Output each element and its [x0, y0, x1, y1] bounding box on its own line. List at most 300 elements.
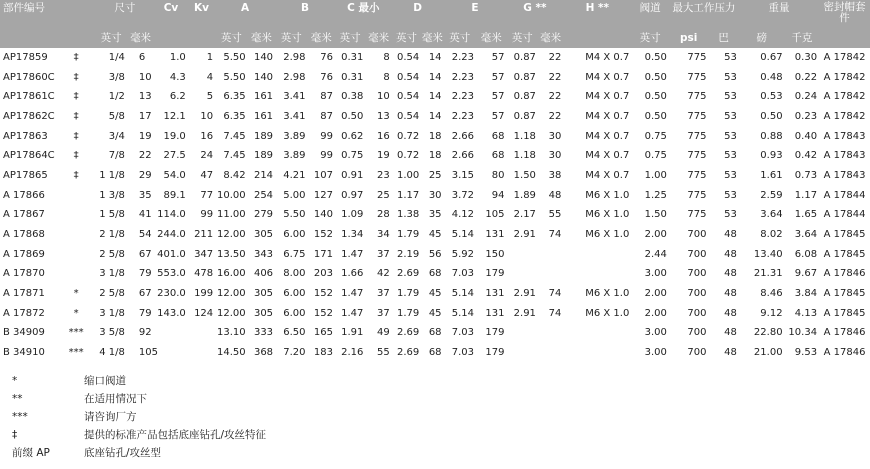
cell-b-in: 5.00	[283, 189, 306, 201]
footnote-text: 提供的标准产品包括底座钻孔/攻丝特征	[84, 429, 267, 441]
cell-cv: 143.0	[157, 307, 186, 319]
cell-in: 3/8	[108, 71, 125, 83]
cell-g-mm	[538, 265, 563, 285]
cell-e-mm: 57	[491, 51, 505, 63]
cell-kit: A 17844	[823, 189, 866, 201]
footnote-text: 底座钻孔/攻丝型	[84, 447, 162, 459]
cell-kit: A 17845	[823, 248, 866, 260]
cell-lb: 0.50	[760, 110, 783, 122]
cell-valve: 2.00	[644, 288, 667, 300]
cell-kg: 3.64	[794, 229, 818, 241]
cell-kit: A 17844	[823, 209, 866, 221]
cell-d-in: 0.72	[396, 130, 420, 142]
sub-size-inch: 英寸	[95, 28, 126, 48]
cell-lb: 0.93	[760, 150, 783, 162]
cell-c-in: 0.50	[341, 110, 364, 122]
cell-kg: 1.17	[794, 189, 818, 201]
cell-c-mm: 55	[377, 347, 390, 359]
cell-b-mm: 152	[313, 229, 333, 241]
cell-mark: ‡	[73, 91, 79, 103]
cell-g-mm: 74	[548, 288, 562, 300]
cell-kv: 24	[200, 150, 214, 162]
cell-d-mm: 68	[428, 347, 442, 359]
cell-kv: 1	[206, 51, 214, 63]
cell-psi: 775	[687, 110, 707, 122]
cell-b-mm: 152	[313, 307, 333, 319]
cell-d-in: 1.79	[396, 307, 420, 319]
cell-lb: 0.53	[760, 91, 783, 103]
cell-in: 1/2	[108, 91, 125, 103]
cell-part: AP17862C	[3, 110, 55, 122]
cell-g-mm: 22	[548, 110, 562, 122]
cell-part: A 17869	[3, 248, 45, 260]
cell-c-mm: 28	[377, 209, 390, 221]
cell-kit: A 17846	[823, 347, 866, 359]
cell-d-in: 0.54	[396, 110, 420, 122]
cell-a-in: 13.50	[216, 248, 246, 260]
cell-e-mm: 57	[491, 110, 505, 122]
cell-part: B 34909	[3, 327, 45, 339]
cell-g-in: 2.91	[513, 307, 536, 319]
cell-c-in: 0.62	[341, 130, 364, 142]
cell-cv: 1.0	[169, 51, 186, 63]
cell-h: M6 X 1.0	[585, 288, 630, 300]
cell-kg: 0.40	[794, 130, 818, 142]
cell-e-in: 4.12	[451, 209, 475, 221]
cell-in: 3/4	[108, 130, 125, 142]
cell-lb: 3.64	[760, 209, 783, 221]
cell-psi: 775	[687, 209, 707, 221]
cell-mark	[57, 206, 96, 226]
cell-c-mm: 25	[377, 189, 390, 201]
cell-h	[563, 324, 631, 344]
cell-kv: 77	[200, 189, 214, 201]
cell-kv	[188, 324, 215, 344]
cell-bar: 48	[724, 327, 737, 339]
footnote	[0, 390, 870, 408]
cell-psi: 775	[687, 71, 707, 83]
sub-kg: 千克	[785, 28, 820, 48]
header-part-no: 部件编号	[0, 0, 57, 28]
cell-bar: 53	[724, 91, 737, 103]
header-b: B	[275, 0, 335, 28]
cell-e-mm: 68	[491, 130, 505, 142]
cell-kit: A 17843	[823, 169, 866, 181]
cell-mm: 79	[138, 268, 152, 280]
cell-g-in: 0.87	[513, 71, 536, 83]
cell-b-mm: 183	[313, 347, 333, 359]
cell-mark	[57, 186, 96, 206]
cell-g-in: 1.89	[513, 189, 536, 201]
sub-b-inch: 英寸	[275, 28, 307, 48]
cell-bar: 53	[724, 209, 737, 221]
cell-e-in: 5.14	[451, 229, 475, 241]
cell-b-in: 6.00	[283, 288, 306, 300]
cell-a-in: 6.35	[223, 110, 246, 122]
cell-mark: ‡	[73, 150, 79, 162]
cell-lb: 9.12	[760, 307, 783, 319]
cell-part: AP17860C	[3, 71, 55, 83]
cell-d-mm: 35	[428, 209, 442, 221]
cell-kv: 10	[200, 110, 214, 122]
cell-d-mm: 56	[428, 248, 442, 260]
cell-in: 3 1/8	[99, 307, 125, 319]
footnote-text: 请咨询厂方	[84, 411, 137, 423]
cell-mark: ‡	[73, 71, 79, 83]
cell-part: A 17870	[3, 268, 45, 280]
cell-part: AP17863	[3, 130, 48, 142]
cell-mark: ***	[68, 347, 84, 359]
cell-valve: 1.00	[644, 169, 667, 181]
cell-b-in: 3.89	[283, 130, 306, 142]
cell-cv: 114.0	[157, 209, 186, 221]
table-row	[0, 107, 870, 127]
footnote-symbol: **	[12, 393, 23, 405]
cell-b-mm: 107	[313, 169, 333, 181]
cell-bar: 53	[724, 110, 737, 122]
cell-psi: 700	[687, 229, 707, 241]
cell-b-in: 2.98	[283, 51, 306, 63]
footnote-symbol: *	[12, 375, 18, 387]
cell-psi: 700	[687, 327, 707, 339]
cell-e-in: 2.23	[451, 91, 475, 103]
cell-e-in: 2.23	[451, 110, 475, 122]
cell-cv: 54.0	[163, 169, 186, 181]
cell-d-mm: 45	[428, 307, 442, 319]
cell-g-in: 2.91	[513, 229, 536, 241]
cell-in: 3 1/8	[99, 268, 125, 280]
table-row	[0, 265, 870, 285]
cell-kv: 16	[200, 130, 214, 142]
cell-g-in: 0.87	[513, 51, 536, 63]
cell-in: 1 3/8	[99, 189, 125, 201]
cell-g-in	[506, 265, 537, 285]
cell-d-mm: 14	[428, 71, 442, 83]
cell-valve: 0.50	[644, 110, 667, 122]
cell-b-in: 6.00	[283, 307, 306, 319]
cell-d-mm: 25	[428, 169, 442, 181]
cell-d-in: 1.00	[396, 169, 420, 181]
cell-a-in: 12.00	[216, 229, 246, 241]
cell-e-in: 2.23	[451, 51, 475, 63]
cell-d-mm: 68	[428, 327, 442, 339]
cell-valve: 2.00	[644, 229, 667, 241]
cell-bar: 53	[724, 150, 737, 162]
cell-in: 2 5/8	[99, 288, 125, 300]
cell-e-in: 5.14	[451, 307, 475, 319]
cell-b-mm: 87	[320, 91, 333, 103]
cell-a-in: 10.00	[216, 189, 246, 201]
table-row	[0, 68, 870, 88]
cell-h: M6 X 1.0	[585, 229, 630, 241]
table-row	[0, 225, 870, 245]
cell-b-in: 4.21	[283, 169, 306, 181]
cell-psi: 700	[687, 268, 707, 280]
cell-kit: A 17846	[823, 268, 866, 280]
cell-kg: 4.13	[794, 307, 818, 319]
cell-e-mm: 57	[491, 91, 505, 103]
cell-c-in: 0.75	[341, 150, 364, 162]
cell-lb: 1.61	[760, 169, 783, 181]
cell-h: M4 X 0.7	[585, 150, 630, 162]
cell-a-mm: 140	[253, 51, 274, 63]
table-row	[0, 127, 870, 147]
sub-c-inch: 英寸	[335, 28, 365, 48]
cell-d-in: 0.72	[396, 150, 420, 162]
sub-a-inch: 英寸	[215, 28, 247, 48]
cell-b-mm: 203	[313, 268, 333, 280]
cell-b-mm: 140	[313, 209, 333, 221]
cell-d-mm: 14	[428, 110, 442, 122]
cell-a-mm: 343	[253, 248, 274, 260]
sub-d-inch: 英寸	[392, 28, 421, 48]
cell-part: AP17865	[3, 169, 48, 181]
cell-e-mm: 150	[485, 248, 505, 260]
cell-part: A 17866	[3, 189, 45, 201]
cell-mark: ‡	[73, 51, 79, 63]
cell-c-mm: 42	[377, 268, 390, 280]
cell-a-in: 8.42	[223, 169, 246, 181]
cell-d-in: 1.17	[396, 189, 420, 201]
cell-valve: 1.25	[644, 189, 667, 201]
cell-a-mm: 161	[253, 110, 274, 122]
table-row	[0, 284, 870, 304]
cell-lb: 13.40	[753, 248, 783, 260]
cell-mark	[57, 265, 96, 285]
cell-g-mm: 22	[548, 91, 562, 103]
cell-e-mm: 94	[491, 189, 505, 201]
cell-a-mm: 305	[253, 307, 274, 319]
footnote	[0, 426, 870, 444]
header-g: G **	[506, 0, 563, 28]
cell-b-in: 8.00	[283, 268, 306, 280]
cell-g-in: 2.91	[513, 288, 536, 300]
cell-kv: 124	[194, 307, 214, 319]
cell-in: 5/8	[108, 110, 125, 122]
cell-a-in: 5.50	[223, 51, 246, 63]
table-row	[0, 146, 870, 166]
cell-g-mm: 30	[548, 130, 562, 142]
cell-g-in: 1.18	[513, 150, 536, 162]
cell-in: 1 1/8	[99, 169, 125, 181]
cell-c-in: 1.66	[341, 268, 364, 280]
footnote	[0, 408, 870, 426]
sub-lb: 磅	[739, 28, 785, 48]
cell-kv	[188, 343, 215, 363]
cell-d-mm: 14	[428, 91, 442, 103]
header-weight: 重量	[739, 0, 819, 28]
cell-c-mm: 19	[377, 150, 390, 162]
cell-g-mm: 55	[548, 209, 562, 221]
cell-b-in: 3.89	[283, 150, 306, 162]
cell-cv: 4.3	[169, 71, 186, 83]
cell-part: B 34910	[3, 347, 45, 359]
cell-a-mm: 189	[253, 130, 274, 142]
cell-valve: 0.50	[644, 91, 667, 103]
cell-a-mm: 368	[253, 347, 274, 359]
header-seal-kit	[819, 0, 870, 28]
cell-bar: 53	[724, 189, 737, 201]
header-cv: Cv	[154, 0, 187, 28]
table-row	[0, 186, 870, 206]
cell-h: M4 X 0.7	[585, 91, 630, 103]
cell-valve: 3.00	[644, 347, 667, 359]
cell-a-mm: 333	[253, 327, 274, 339]
cell-psi: 700	[687, 248, 707, 260]
cell-g-mm: 74	[548, 307, 562, 319]
table-body	[0, 48, 870, 363]
sub-valve-inch: 英寸	[631, 28, 669, 48]
cell-e-in: 2.66	[451, 150, 475, 162]
cell-a-in: 13.10	[216, 327, 246, 339]
cell-valve: 2.00	[644, 307, 667, 319]
cell-a-mm: 189	[253, 150, 274, 162]
cell-e-in: 2.23	[451, 71, 475, 83]
cell-b-in: 2.98	[283, 71, 306, 83]
cell-kv: 47	[200, 169, 214, 181]
cell-a-in: 11.00	[216, 209, 246, 221]
cell-kg: 0.30	[794, 51, 818, 63]
cell-mark: *	[73, 288, 79, 300]
cell-g-mm: 30	[548, 150, 562, 162]
sub-b-mm: 毫米	[308, 28, 335, 48]
cell-b-in: 3.41	[283, 91, 306, 103]
cell-mm: 6	[138, 51, 146, 63]
cell-cv: 244.0	[157, 229, 186, 241]
cell-lb: 0.67	[760, 51, 783, 63]
header-d: D	[392, 0, 444, 28]
cell-h: M6 X 1.0	[585, 189, 630, 201]
cell-psi: 775	[687, 51, 707, 63]
cell-h: M4 X 0.7	[585, 169, 630, 181]
cell-d-mm: 68	[428, 268, 442, 280]
cell-kg: 6.08	[794, 248, 818, 260]
cell-c-mm: 34	[377, 229, 390, 241]
cell-kit: A 17845	[823, 229, 866, 241]
cell-mm: 67	[138, 248, 152, 260]
cell-kg: 9.53	[794, 347, 818, 359]
cell-b-mm: 165	[313, 327, 333, 339]
cell-g-in: 0.87	[513, 110, 536, 122]
cell-mm: 41	[138, 209, 152, 221]
cell-psi: 700	[687, 307, 707, 319]
cell-kit: A 17845	[823, 307, 866, 319]
cell-part: AP17859	[3, 51, 48, 63]
header-valve: 阀道	[631, 0, 669, 28]
cell-lb: 2.59	[760, 189, 783, 201]
cell-b-mm: 87	[320, 110, 333, 122]
cell-kv: 478	[194, 268, 214, 280]
cell-e-mm: 131	[485, 229, 505, 241]
cell-in: 1 5/8	[99, 209, 125, 221]
cell-e-mm: 179	[485, 268, 505, 280]
cell-c-in: 2.16	[341, 347, 364, 359]
cell-e-mm: 80	[491, 169, 505, 181]
cell-c-in: 0.97	[341, 189, 364, 201]
cell-cv: 230.0	[157, 288, 186, 300]
cell-h: M4 X 0.7	[585, 51, 630, 63]
cell-mm: 19	[138, 130, 152, 142]
cell-bar: 48	[724, 268, 737, 280]
table-row	[0, 245, 870, 265]
cell-c-in: 1.47	[341, 307, 364, 319]
table-row	[0, 87, 870, 107]
cell-d-mm: 14	[428, 51, 442, 63]
cell-bar: 48	[724, 347, 737, 359]
cell-h	[563, 245, 631, 265]
cell-h	[563, 265, 631, 285]
cell-kg: 1.65	[794, 209, 818, 221]
header-max-pressure: 最大工作压力	[669, 0, 739, 28]
cell-in: 2 1/8	[99, 229, 125, 241]
cell-cv: 89.1	[163, 189, 186, 201]
cell-e-mm: 179	[485, 327, 505, 339]
footnote	[0, 372, 870, 390]
table-row	[0, 206, 870, 226]
cell-psi: 775	[687, 91, 707, 103]
cell-g-mm	[538, 343, 563, 363]
cell-kv: 347	[194, 248, 214, 260]
cell-bar: 48	[724, 229, 737, 241]
cell-b-in: 7.20	[283, 347, 306, 359]
cell-kit: A 17842	[823, 71, 866, 83]
cell-kv: 99	[200, 209, 214, 221]
cell-c-mm: 16	[377, 130, 390, 142]
cell-bar: 53	[724, 130, 737, 142]
cell-part: A 17871	[3, 288, 45, 300]
cell-a-mm: 214	[253, 169, 274, 181]
cell-mm: 105	[138, 347, 158, 359]
cell-psi: 700	[687, 347, 707, 359]
cell-a-mm: 305	[253, 229, 274, 241]
header-kv: Kv	[188, 0, 215, 28]
cell-d-in: 0.54	[396, 51, 420, 63]
cell-kit: A 17842	[823, 51, 866, 63]
cell-psi: 700	[687, 288, 707, 300]
cell-kv: 199	[194, 288, 214, 300]
cell-g-in: 2.17	[513, 209, 536, 221]
cell-valve: 1.50	[644, 209, 667, 221]
cell-h: M6 X 1.0	[585, 307, 630, 319]
cell-a-in: 12.00	[216, 288, 246, 300]
cell-valve: 0.75	[644, 130, 667, 142]
cell-mm: 13	[138, 91, 152, 103]
cell-e-in: 5.14	[451, 288, 475, 300]
cell-lb: 8.46	[760, 288, 783, 300]
footnote-text: 缩口阀道	[84, 375, 126, 387]
cell-valve: 0.50	[644, 71, 667, 83]
cell-c-in: 1.34	[341, 229, 364, 241]
cell-cv	[154, 324, 187, 344]
cell-b-mm: 99	[320, 150, 333, 162]
cell-mark: *	[73, 307, 79, 319]
cell-g-mm: 74	[548, 229, 562, 241]
cell-mm: 29	[138, 169, 152, 181]
sub-e-mm: 毫米	[476, 28, 506, 48]
cell-e-in: 3.72	[451, 189, 475, 201]
cell-g-mm: 22	[548, 51, 562, 63]
cell-g-mm	[538, 245, 563, 265]
sub-psi: psi	[669, 28, 709, 48]
cell-d-in: 0.54	[396, 91, 420, 103]
cell-d-in: 1.79	[396, 229, 420, 241]
cell-e-mm: 131	[485, 288, 505, 300]
cell-g-mm: 22	[548, 71, 562, 83]
cell-h: M4 X 0.7	[585, 130, 630, 142]
cell-g-mm: 48	[548, 189, 562, 201]
cell-b-in: 6.50	[283, 327, 306, 339]
cell-mm: 79	[138, 307, 152, 319]
